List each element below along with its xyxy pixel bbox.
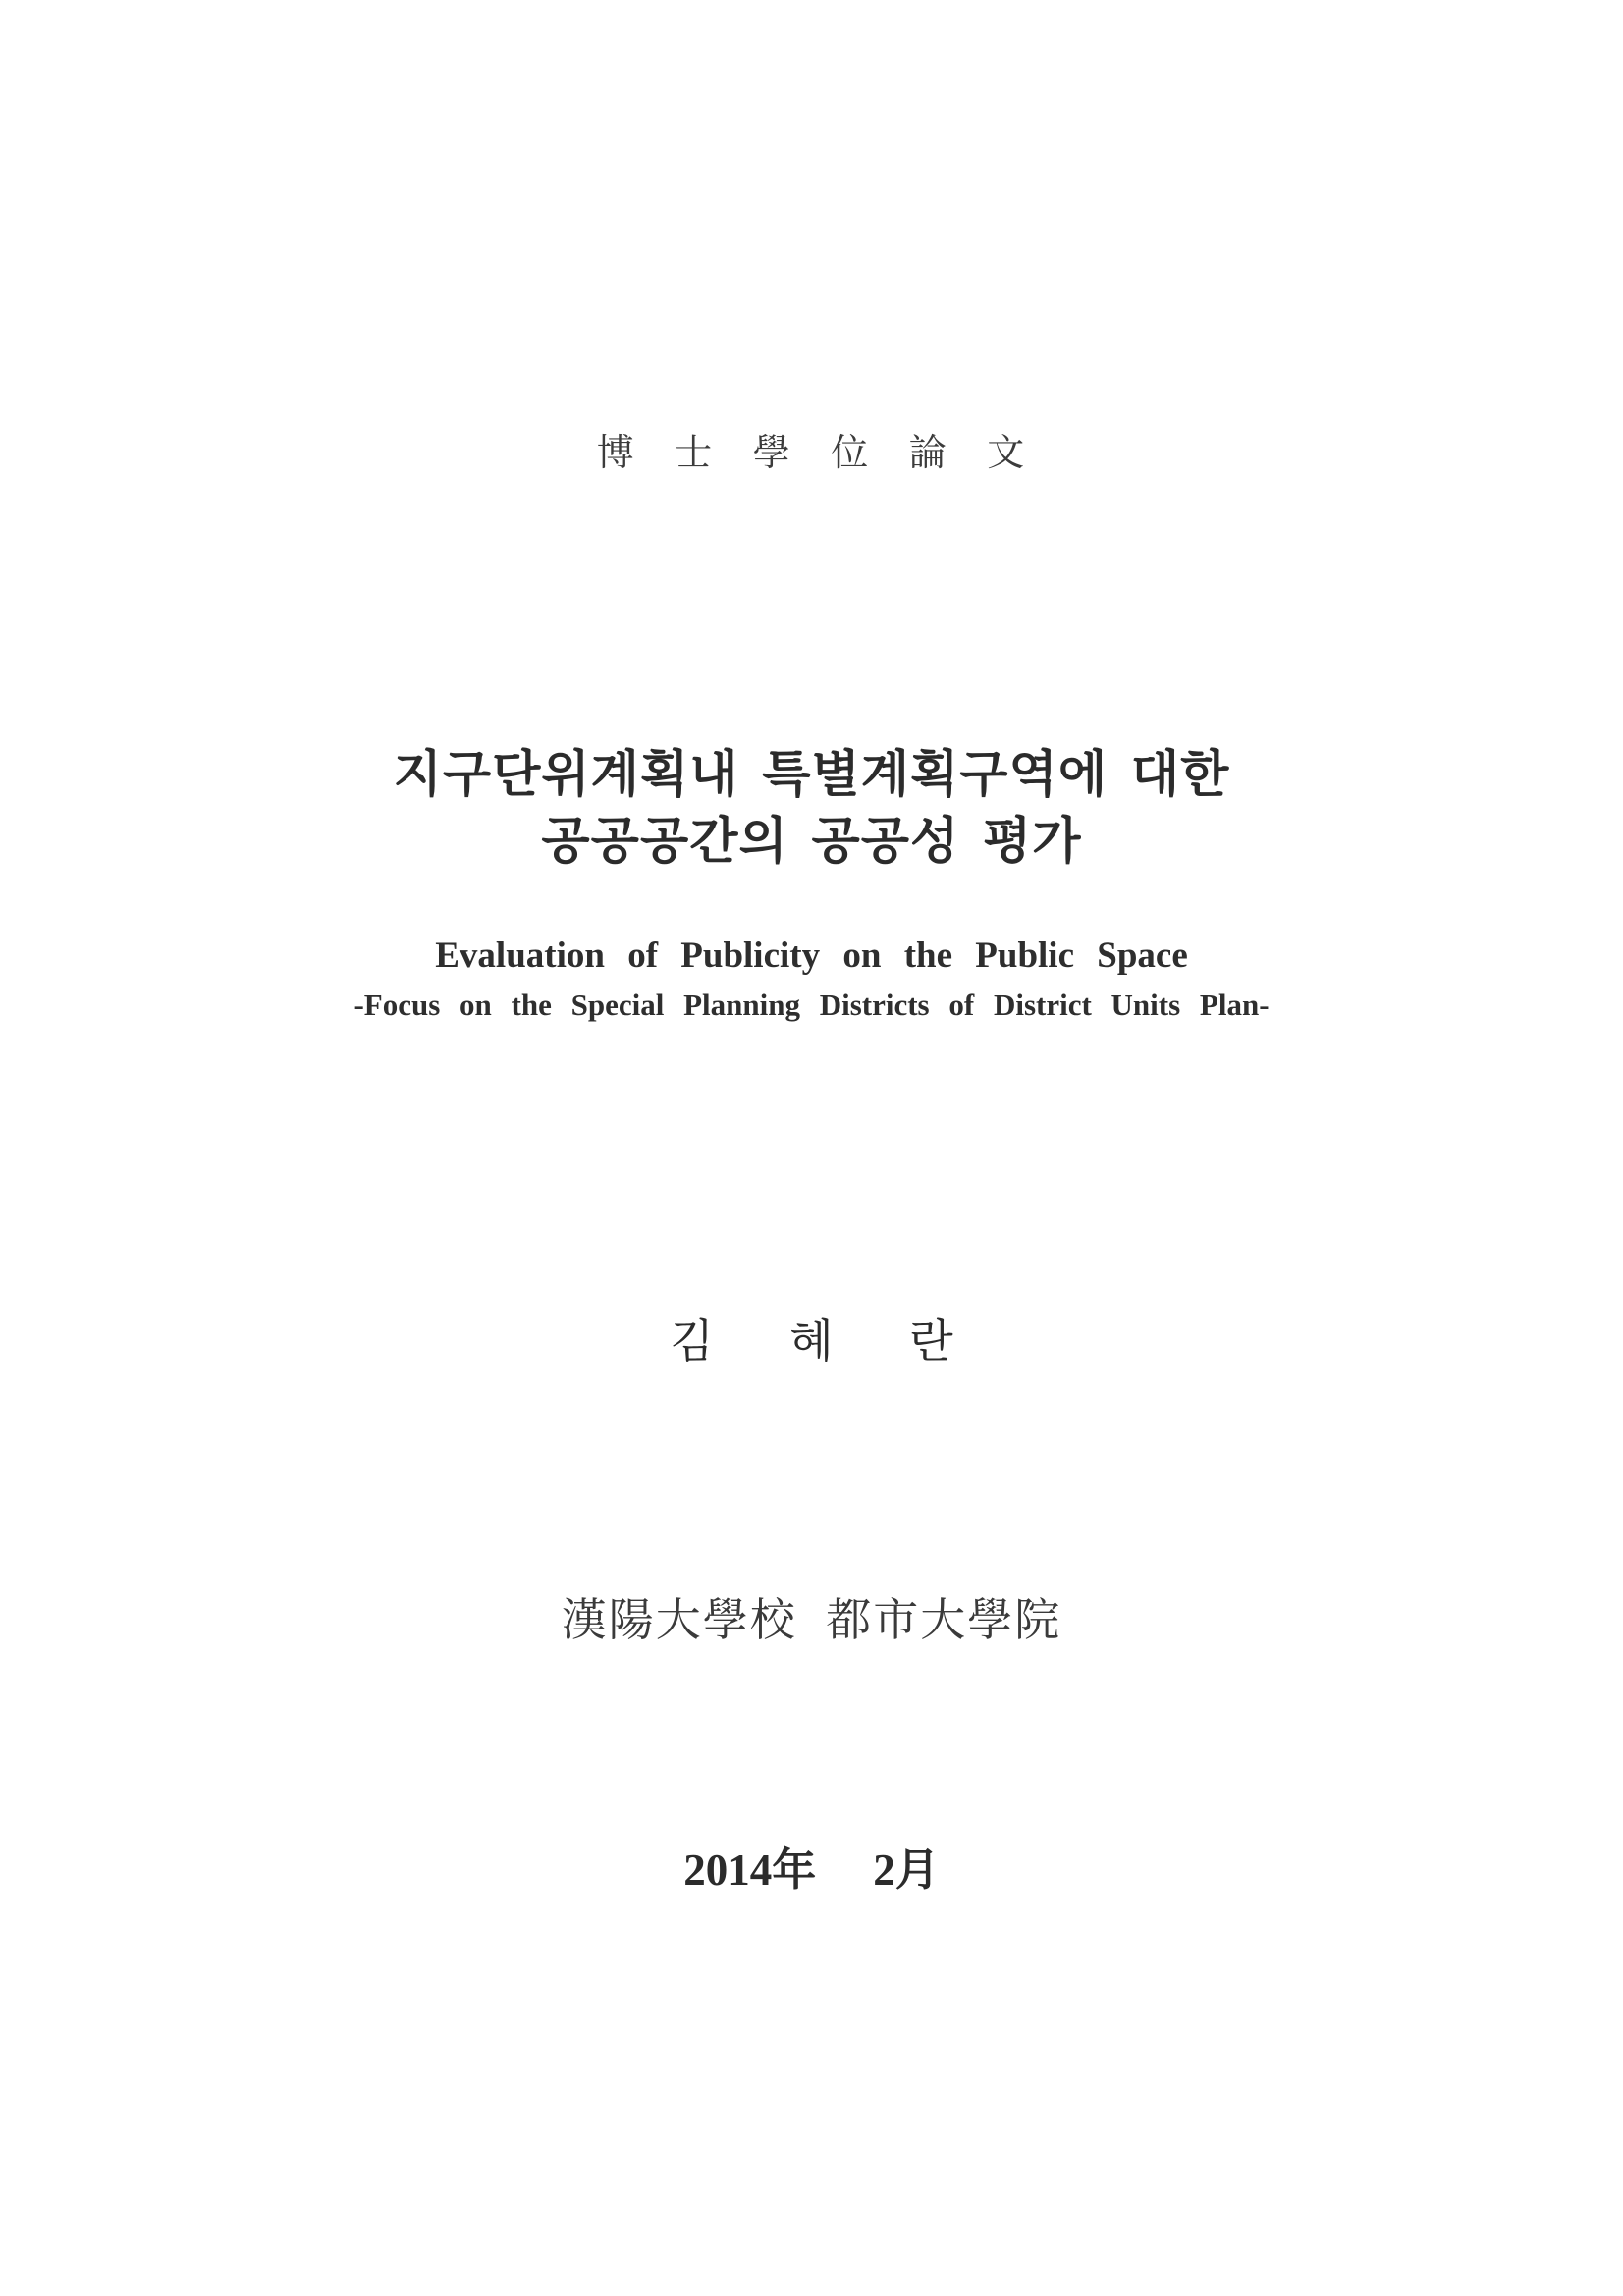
institution-name: 漢陽大學校 都市大學院 [561,1595,1062,1645]
korean-title-line1: 지구단위계획내 특별계획구역에 대한 [393,748,1230,803]
publication-month: 2月 [873,1845,940,1895]
thesis-type-label: 博 士 學 位 論 文 [596,433,1027,474]
english-subtitle: -Focus on the Special Planning Districts of District Units Plan- [353,988,1270,1022]
author-name: 김 혜 란 [670,1316,953,1366]
english-title: Evaluation of Publicity on the Public Space [435,935,1188,976]
publication-date [0,1834,1623,1897]
korean-title-line2: 공공공간의 공공성 평가 [541,815,1082,870]
korean-title [0,742,1623,876]
publication-year: 2014年 [683,1845,817,1895]
